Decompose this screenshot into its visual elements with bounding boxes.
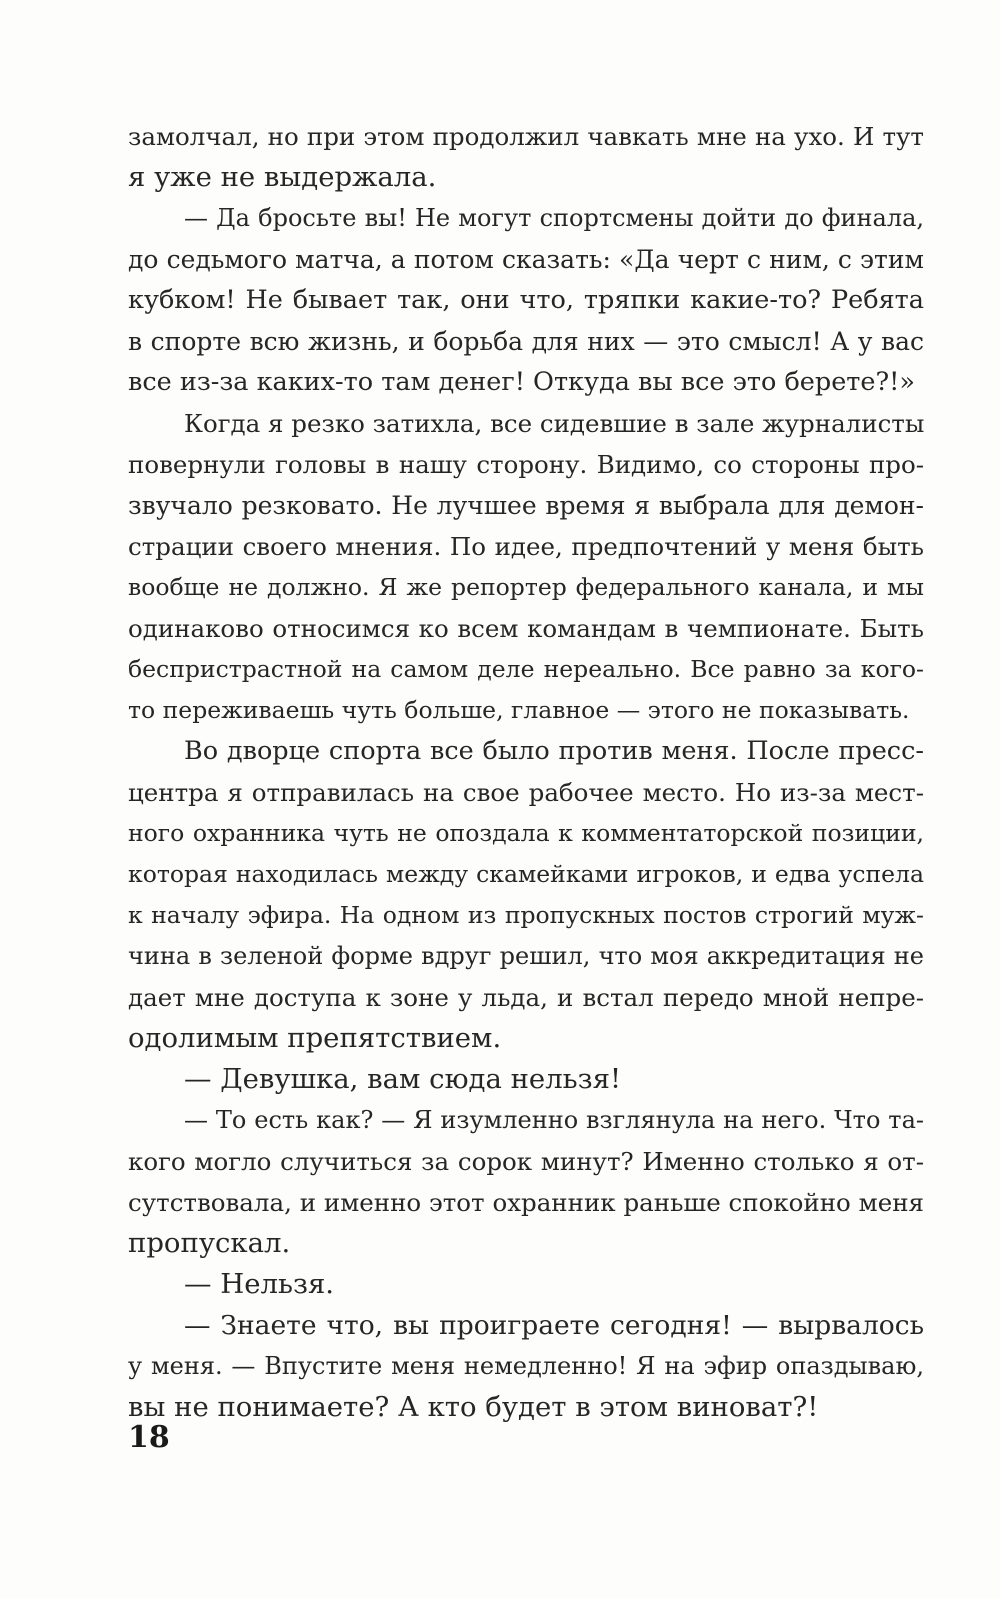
- text-line: то переживаешь чуть больше, главное — этого не показывать.: [128, 696, 910, 724]
- text-line: к началу эфира. На одном из пропускных постов строгий муж-: [128, 901, 924, 929]
- body-text: [128, 116, 924, 1428]
- text-line: сутствовала, и именно этот охранник раньше спокойно меня: [128, 1188, 924, 1217]
- text-line: — Знаете что, вы проиграете сегодня! — вырвалось: [184, 1310, 924, 1341]
- text-line: страции своего мнения. По идее, предпочтений у меня быть: [128, 532, 924, 561]
- text-line: ного охранника чуть не опоздала к комментаторской позиции,: [128, 819, 924, 847]
- text-line: я уже не выдержала.: [128, 161, 437, 193]
- text-line: пропускал.: [128, 1227, 291, 1259]
- text-line: чина в зеленой форме вдруг решил, что моя аккредитация не: [128, 942, 924, 970]
- text-line: — Нельзя.: [184, 1268, 335, 1300]
- text-line: беспристрастной на самом деле нереально. Все равно за кого-: [128, 655, 924, 683]
- text-line: все из-за каких-то там денег! Откуда вы все это берете?!»: [128, 367, 916, 397]
- text-line: Во дворце спорта все было против меня. После пресс-: [184, 736, 924, 766]
- text-line: в спорте всю жизнь, и борьба для них — это смысл! А у вас: [128, 327, 924, 356]
- text-line: кубком! Не бывает так, они что, тряпки какие-то? Ребята: [128, 285, 924, 315]
- text-line: одинаково относимся ко всем командам в чемпионате. Быть: [128, 614, 924, 643]
- text-line: вообще не должно. Я же репортер федерального канала, и мы: [128, 573, 924, 601]
- text-line: повернули головы в нашу сторону. Видимо, со стороны про-: [128, 450, 924, 479]
- text-line: центра я отправилась на свое рабочее место. Но из-за мест-: [128, 778, 924, 807]
- text-line: — Да бросьте вы! Не могут спортсмены дойти до финала,: [184, 204, 924, 232]
- page-number: 18: [128, 1420, 170, 1455]
- text-line: звучало резковато. Не лучшее время я выбрала для демон-: [128, 491, 924, 520]
- text-line: одолимым препятствием.: [128, 1022, 502, 1054]
- text-line: замолчал, но при этом продолжил чавкать мне на ухо. И тут: [128, 122, 924, 151]
- text-line: — То есть как? — Я изумленно взглянула на него. Что та-: [184, 1106, 924, 1134]
- text-line: у меня. — Впустите меня немедленно! Я на эфир опаздываю,: [128, 1352, 924, 1380]
- text-line: дает мне доступа к зоне у льда, и встал передо мной непре-: [128, 983, 924, 1012]
- text-line: которая находилась между скамейками игроков, и едва успела: [128, 860, 924, 888]
- text-line: — Девушка, вам сюда нельзя!: [184, 1063, 622, 1095]
- text-line: Когда я резко затихла, все сидевшие в зале журналисты: [184, 409, 924, 438]
- text-line: до седьмого матча, а потом сказать: «Да черт с ним, с этим: [128, 245, 924, 274]
- text-line: кого могло случиться за сорок минут? Именно столько я от-: [128, 1147, 924, 1176]
- text-line: вы не понимаете? А кто будет в этом виноват?!: [128, 1391, 819, 1423]
